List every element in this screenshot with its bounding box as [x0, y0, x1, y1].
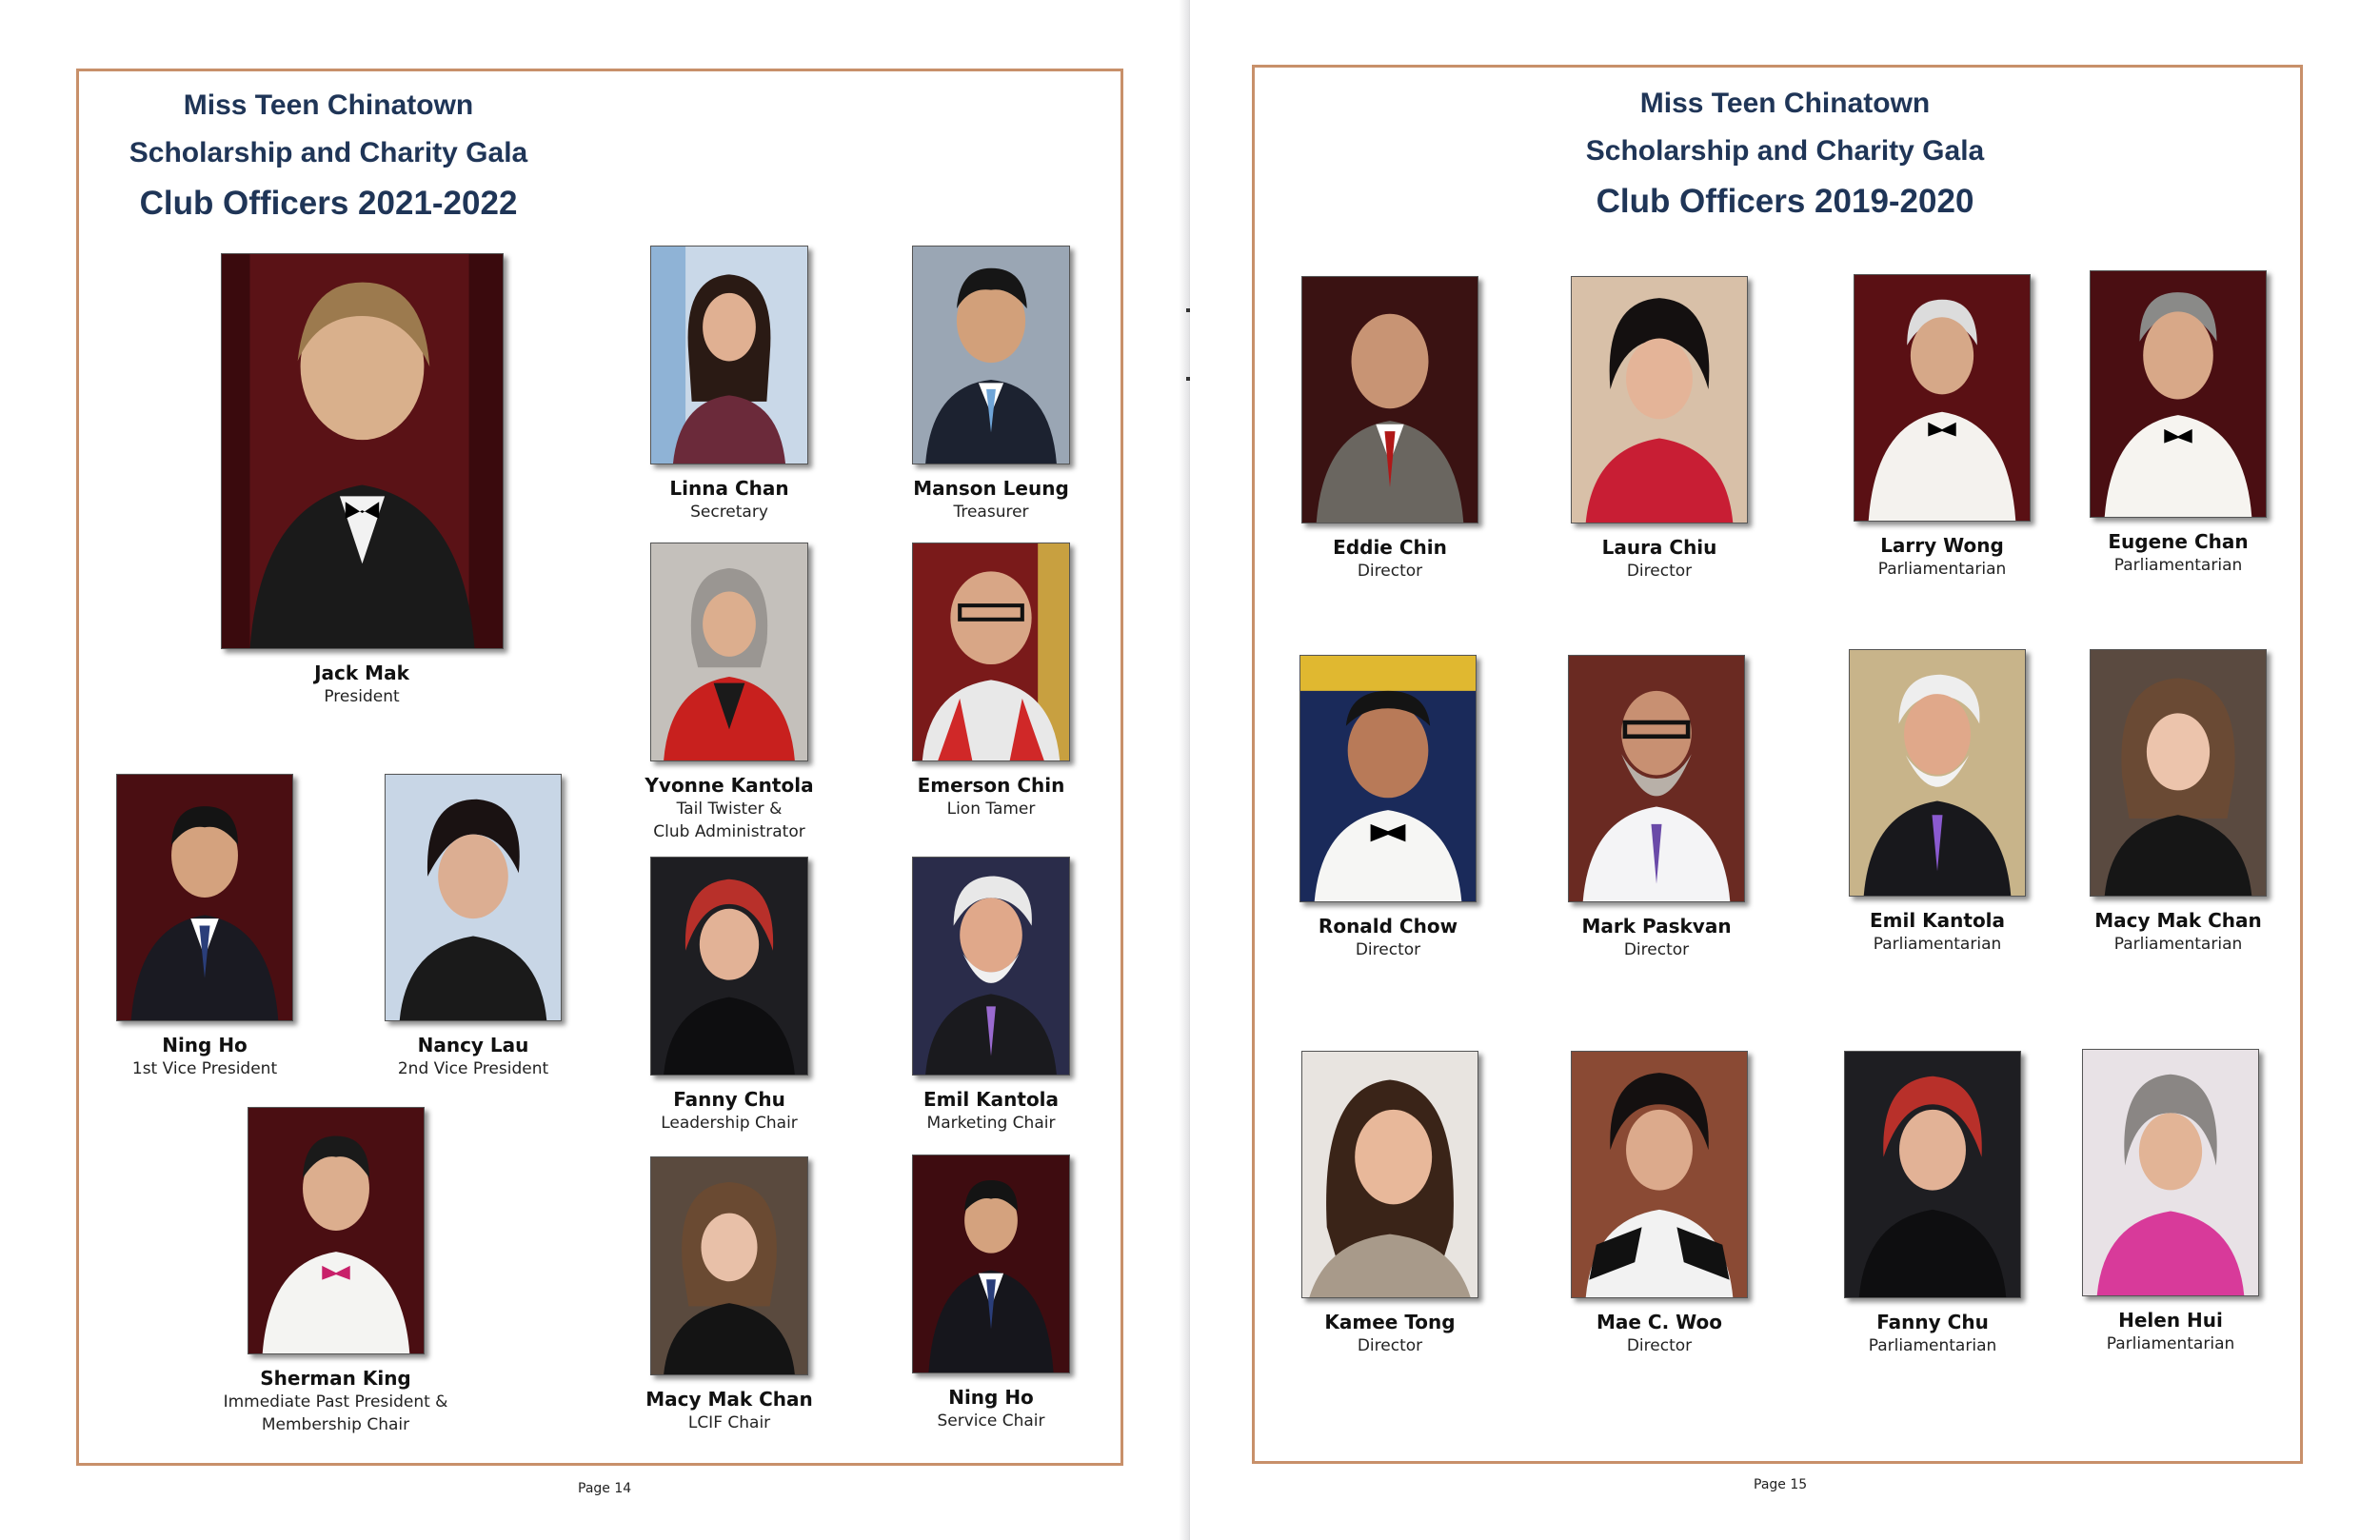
- officer-photo: [248, 1107, 425, 1354]
- officer-photo: [1568, 655, 1745, 902]
- officer-photo: [650, 1156, 808, 1375]
- officer-name: Macy Mak Chan: [2094, 909, 2262, 932]
- officer-photo: [912, 543, 1070, 761]
- officer-role: Service Chair: [937, 1412, 1045, 1431]
- title-club-officers: Club Officers 2021-2022: [139, 185, 518, 222]
- officer-photo: [1854, 274, 2031, 522]
- page-number: Page 15: [1754, 1477, 1808, 1492]
- page-title: [1190, 80, 2380, 228]
- officer-card-emerson-chin: [904, 543, 1078, 820]
- officer-card-yvonne-kantola: [633, 543, 825, 843]
- title-event-subtitle: Scholarship and Charity Gala: [1585, 135, 1985, 167]
- officer-name: Fanny Chu: [673, 1088, 785, 1111]
- officer-photo: [650, 543, 808, 761]
- title-event-subtitle: Scholarship and Charity Gala: [129, 137, 528, 168]
- officer-photo: [221, 253, 504, 649]
- officer-role: 2nd Vice President: [397, 1059, 549, 1078]
- officer-name: Emil Kantola: [1869, 909, 2006, 932]
- officer-card-ning-ho: [109, 774, 300, 1080]
- officer-card-fanny-chu: [643, 857, 816, 1135]
- officer-name: Nancy Lau: [417, 1034, 529, 1056]
- title-event-name: Miss Teen Chinatown: [1639, 88, 1931, 119]
- officer-name: Mae C. Woo: [1597, 1311, 1722, 1333]
- officer-name: Larry Wong: [1880, 534, 2004, 557]
- officer-card-jack-mak: [209, 253, 514, 708]
- officer-photo: [1301, 276, 1478, 523]
- officer-role: Director: [1357, 1336, 1423, 1355]
- officer-photo: [1571, 1051, 1748, 1298]
- page-title: [0, 82, 923, 230]
- officer-photo: [2090, 649, 2267, 897]
- officer-photo: [912, 1155, 1070, 1373]
- officer-name: Kamee Tong: [1324, 1311, 1456, 1333]
- officer-name: Fanny Chu: [1876, 1311, 1989, 1333]
- officer-name: Eugene Chan: [2108, 530, 2249, 553]
- officer-name: Manson Leung: [913, 477, 1069, 500]
- officer-card-manson-leung: [904, 246, 1078, 523]
- officer-role: Parliamentarian: [1868, 1336, 1997, 1355]
- officer-role: Parliamentarian: [1877, 560, 2007, 579]
- officer-role: Leadership Chair: [661, 1114, 798, 1133]
- officer-name: Linna Chan: [669, 477, 789, 500]
- officer-photo: [1299, 655, 1477, 902]
- officer-name: Helen Hui: [2118, 1309, 2223, 1332]
- officer-name: Sherman King: [260, 1367, 411, 1390]
- officer-name: Jack Mak: [314, 661, 409, 684]
- officer-role: Parliamentarian: [2113, 935, 2243, 954]
- officer-card-larry-wong: [1847, 274, 2037, 581]
- officer-card-nancy-lau: [373, 774, 573, 1080]
- officer-card-sherman-king: [214, 1107, 457, 1436]
- officer-card-macy-mak-chan: [643, 1156, 816, 1434]
- officer-photo: [650, 246, 808, 464]
- officer-role: Director: [1626, 1336, 1693, 1355]
- officer-name: Yvonne Kantola: [645, 774, 814, 797]
- officer-photo: [116, 774, 293, 1021]
- officer-photo: [1571, 276, 1748, 523]
- officer-photo: [385, 774, 562, 1021]
- officer-name: Emil Kantola: [922, 1088, 1060, 1111]
- officer-role: LCIF Chair: [687, 1413, 771, 1432]
- officer-card-fanny-chu: [1837, 1051, 2028, 1357]
- officer-role: Tail Twister &: [676, 800, 783, 819]
- officer-role: Secretary: [690, 503, 768, 522]
- officer-role: Director: [1357, 562, 1423, 581]
- officer-role: 1st Vice President: [131, 1059, 278, 1078]
- officer-card-helen-hui: [2075, 1049, 2266, 1355]
- officer-card-linna-chan: [643, 246, 816, 523]
- officer-name: Ning Ho: [948, 1386, 1034, 1409]
- officer-role: Director: [1355, 940, 1421, 959]
- officer-card-emil-kantola: [1842, 649, 2033, 956]
- officer-name: Laura Chiu: [1601, 536, 1717, 559]
- officer-role: Treasurer: [953, 503, 1029, 522]
- page-15: [1190, 0, 2380, 1540]
- title-club-officers: Club Officers 2019-2020: [1596, 183, 1974, 220]
- officer-name: Emerson Chin: [917, 774, 1065, 797]
- officer-name: Ning Ho: [162, 1034, 248, 1056]
- officer-card-laura-chiu: [1564, 276, 1755, 582]
- officer-role: Immediate Past President &: [223, 1392, 448, 1412]
- officer-role-continued: Membership Chair: [261, 1415, 410, 1434]
- officer-role: President: [324, 687, 400, 706]
- officer-name: Eddie Chin: [1333, 536, 1447, 559]
- officer-card-eddie-chin: [1295, 276, 1485, 582]
- page-number: Page 14: [578, 1481, 632, 1496]
- officer-role: Marketing Chair: [926, 1114, 1056, 1133]
- officer-name: Mark Paskvan: [1581, 915, 1732, 938]
- officer-card-mark-paskvan: [1561, 655, 1752, 961]
- officer-photo: [2082, 1049, 2259, 1296]
- officer-role: Parliamentarian: [1873, 935, 2002, 954]
- officer-photo: [650, 857, 808, 1076]
- officer-card-ronald-chow: [1293, 655, 1483, 961]
- officer-name: Ronald Chow: [1318, 915, 1458, 938]
- officer-card-mae-c-woo: [1564, 1051, 1755, 1357]
- officer-photo: [2090, 270, 2267, 518]
- officer-card-eugene-chan: [2083, 270, 2273, 577]
- officer-name: Macy Mak Chan: [645, 1388, 813, 1411]
- officer-role: Director: [1623, 940, 1690, 959]
- title-event-name: Miss Teen Chinatown: [183, 89, 474, 121]
- officer-role: Parliamentarian: [2106, 1334, 2235, 1353]
- officer-photo: [1844, 1051, 2021, 1298]
- officer-photo: [912, 857, 1070, 1076]
- officer-role-continued: Club Administrator: [653, 822, 805, 841]
- officer-role: Director: [1626, 562, 1693, 581]
- officer-photo: [912, 246, 1070, 464]
- officer-photo: [1301, 1051, 1478, 1298]
- officer-card-ning-ho-service: [904, 1155, 1078, 1432]
- officer-card-kamee-tong: [1295, 1051, 1485, 1357]
- officer-card-emil-kantola: [904, 857, 1078, 1135]
- officer-role: Lion Tamer: [946, 800, 1036, 819]
- officer-card-macy-mak-chan: [2083, 649, 2273, 956]
- officer-photo: [1849, 649, 2026, 897]
- officer-role: Parliamentarian: [2113, 556, 2243, 575]
